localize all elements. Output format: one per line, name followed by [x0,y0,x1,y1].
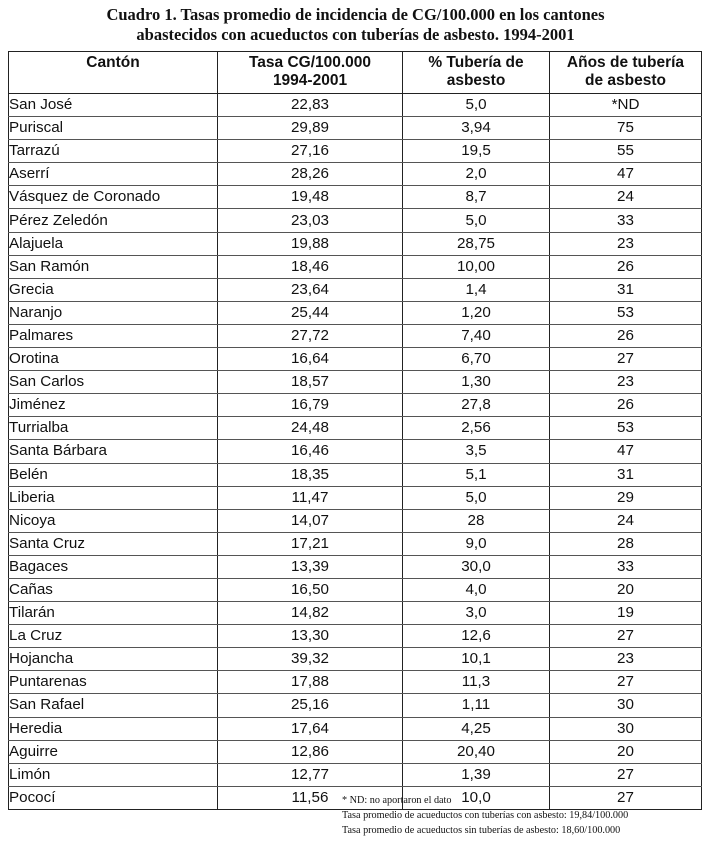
cell-anos: 53 [550,301,702,324]
cell-canton: Grecia [9,278,218,301]
header-tasa [218,52,403,94]
footnotes [342,793,707,838]
cell-tuberia: 27,8 [403,394,550,417]
cell-canton: Tilarán [9,602,218,625]
cell-tuberia: 1,30 [403,371,550,394]
cell-tuberia: 5,0 [403,94,550,117]
header-tuberia-line-2: asbesto [446,72,506,89]
cell-tuberia: 3,0 [403,602,550,625]
header-row [9,52,702,94]
cell-canton: San José [9,94,218,117]
table-row [9,509,702,532]
table-row [9,140,702,163]
table-row [9,94,702,117]
cell-tasa: 18,46 [218,255,403,278]
cell-tuberia: 2,0 [403,163,550,186]
cell-tasa: 27,72 [218,324,403,347]
cell-tuberia: 4,25 [403,717,550,740]
table-row [9,301,702,324]
cell-anos: 26 [550,324,702,347]
cell-tasa: 11,47 [218,486,403,509]
cell-canton: Heredia [9,717,218,740]
cell-tuberia: 9,0 [403,532,550,555]
cell-anos: 27 [550,625,702,648]
cell-tasa: 16,79 [218,394,403,417]
cell-tasa: 14,07 [218,509,403,532]
cell-tuberia: 10,0 [403,786,550,809]
table-row [9,555,702,578]
cell-canton: Limón [9,763,218,786]
cell-canton: Cañas [9,578,218,601]
cell-canton: Bagaces [9,555,218,578]
cell-tuberia: 20,40 [403,740,550,763]
cell-anos: 30 [550,717,702,740]
cell-anos: 27 [550,671,702,694]
cell-tasa: 25,44 [218,301,403,324]
cell-tasa: 16,46 [218,440,403,463]
cell-canton: Belén [9,463,218,486]
cell-tasa: 19,48 [218,186,403,209]
table-body [9,94,702,810]
cell-canton: Jiménez [9,394,218,417]
cell-tasa: 11,56 [218,786,403,809]
cell-anos: 26 [550,394,702,417]
cell-tasa: 12,77 [218,763,403,786]
cell-tuberia: 1,4 [403,278,550,301]
table-row [9,486,702,509]
table-row [9,440,702,463]
cell-tasa: 12,86 [218,740,403,763]
table-row [9,578,702,601]
incidence-table [8,51,702,810]
cell-tuberia: 8,7 [403,186,550,209]
cell-tuberia: 5,0 [403,209,550,232]
table-row [9,255,702,278]
cell-tuberia: 3,94 [403,117,550,140]
cell-canton: Pérez Zeledón [9,209,218,232]
table-row [9,371,702,394]
cell-canton: Pococí [9,786,218,809]
cell-tuberia: 2,56 [403,417,550,440]
table-row [9,625,702,648]
header-tuberia [403,52,550,94]
table-row [9,324,702,347]
cell-anos: 24 [550,509,702,532]
cell-anos: 27 [550,763,702,786]
cell-canton: Turrialba [9,417,218,440]
cell-tuberia: 12,6 [403,625,550,648]
cell-anos: 33 [550,209,702,232]
cell-tasa: 17,21 [218,532,403,555]
cell-anos: 47 [550,163,702,186]
cell-tasa: 24,48 [218,417,403,440]
cell-anos: 28 [550,532,702,555]
cell-anos: 27 [550,348,702,371]
cell-canton: Orotina [9,348,218,371]
cell-canton: Santa Cruz [9,532,218,555]
header-canton-line-1: Cantón [86,54,140,71]
cell-tuberia: 11,3 [403,671,550,694]
header-anos [550,52,702,94]
table-caption [0,5,711,45]
cell-canton: Tarrazú [9,140,218,163]
cell-canton: La Cruz [9,625,218,648]
cell-anos: 27 [550,786,702,809]
table-row [9,602,702,625]
cell-canton: Nicoya [9,509,218,532]
table-row [9,763,702,786]
cell-tasa: 27,16 [218,140,403,163]
table-row [9,532,702,555]
cell-tasa: 25,16 [218,694,403,717]
cell-anos: 55 [550,140,702,163]
cell-tuberia: 5,1 [403,463,550,486]
cell-anos: *ND [550,94,702,117]
cell-tasa: 39,32 [218,648,403,671]
cell-canton: Aguirre [9,740,218,763]
table-row [9,163,702,186]
table-row [9,717,702,740]
cell-tuberia: 10,1 [403,648,550,671]
table-row [9,278,702,301]
cell-canton: Liberia [9,486,218,509]
table-row [9,186,702,209]
footnote-rate-without-asbestos: Tasa promedio de acueductos sin tuberías de asbesto: 18,60/100.000 [342,825,621,836]
cell-tasa: 19,88 [218,232,403,255]
footnote-nd: * ND: no aportaron el dato [342,795,452,806]
table-row [9,740,702,763]
cell-canton: San Carlos [9,371,218,394]
header-tuberia-line-1: % Tubería de [428,54,524,71]
header-anos-line-2: de asbesto [585,72,666,89]
cell-anos: 31 [550,463,702,486]
cell-canton: San Ramón [9,255,218,278]
cell-anos: 20 [550,740,702,763]
cell-tuberia: 10,00 [403,255,550,278]
table-row [9,417,702,440]
cell-anos: 23 [550,371,702,394]
cell-tuberia: 3,5 [403,440,550,463]
cell-tuberia: 1,11 [403,694,550,717]
cell-tasa: 17,64 [218,717,403,740]
cell-tuberia: 30,0 [403,555,550,578]
table-row [9,348,702,371]
table-row [9,671,702,694]
cell-tasa: 17,88 [218,671,403,694]
cell-canton: Hojancha [9,648,218,671]
cell-canton: Aserrí [9,163,218,186]
cell-anos: 19 [550,602,702,625]
cell-anos: 33 [550,555,702,578]
table-row [9,394,702,417]
header-anos-line-1: Años de tubería [566,54,685,71]
cell-tasa: 22,83 [218,94,403,117]
cell-tasa: 29,89 [218,117,403,140]
cell-anos: 26 [550,255,702,278]
cell-tasa: 23,64 [218,278,403,301]
cell-anos: 31 [550,278,702,301]
cell-canton: San Rafael [9,694,218,717]
cell-tasa: 28,26 [218,163,403,186]
header-tasa-line-1: Tasa CG/100.000 [248,54,372,71]
header-tasa-line-2: 1994-2001 [272,72,348,89]
cell-anos: 47 [550,440,702,463]
cell-anos: 23 [550,232,702,255]
cell-canton: Palmares [9,324,218,347]
cell-canton: Puntarenas [9,671,218,694]
table-row [9,694,702,717]
cell-anos: 30 [550,694,702,717]
cell-tuberia: 19,5 [403,140,550,163]
cell-tuberia: 28,75 [403,232,550,255]
cell-tasa: 14,82 [218,602,403,625]
table-row [9,648,702,671]
caption-line-1: Cuadro 1. Tasas promedio de incidencia de CG/100.000 en los cantones [106,5,605,24]
cell-anos: 23 [550,648,702,671]
header-canton [9,52,218,94]
table-row [9,232,702,255]
cell-canton: Alajuela [9,232,218,255]
cell-tuberia: 4,0 [403,578,550,601]
cell-tasa: 23,03 [218,209,403,232]
cell-tasa: 13,39 [218,555,403,578]
cell-anos: 75 [550,117,702,140]
cell-tuberia: 1,39 [403,763,550,786]
cell-tasa: 18,35 [218,463,403,486]
cell-anos: 53 [550,417,702,440]
table-header [9,52,702,94]
cell-anos: 20 [550,578,702,601]
cell-tasa: 16,50 [218,578,403,601]
table-row [9,117,702,140]
cell-tuberia: 6,70 [403,348,550,371]
cell-anos: 24 [550,186,702,209]
cell-anos: 29 [550,486,702,509]
cell-canton: Naranjo [9,301,218,324]
cell-canton: Vásquez de Coronado [9,186,218,209]
cell-canton: Santa Bárbara [9,440,218,463]
table-row [9,209,702,232]
table-row [9,463,702,486]
cell-canton: Puriscal [9,117,218,140]
footnote-rate-with-asbestos: Tasa promedio de acueductos con tuberías con asbesto: 19,84/100.000 [342,810,629,821]
caption-line-2: abastecidos con acueductos con tuberías de asbesto. 1994-2001 [136,25,575,44]
cell-tasa: 18,57 [218,371,403,394]
cell-tuberia: 1,20 [403,301,550,324]
cell-tuberia: 28 [403,509,550,532]
cell-tuberia: 5,0 [403,486,550,509]
cell-tuberia: 7,40 [403,324,550,347]
cell-tasa: 13,30 [218,625,403,648]
cell-tasa: 16,64 [218,348,403,371]
